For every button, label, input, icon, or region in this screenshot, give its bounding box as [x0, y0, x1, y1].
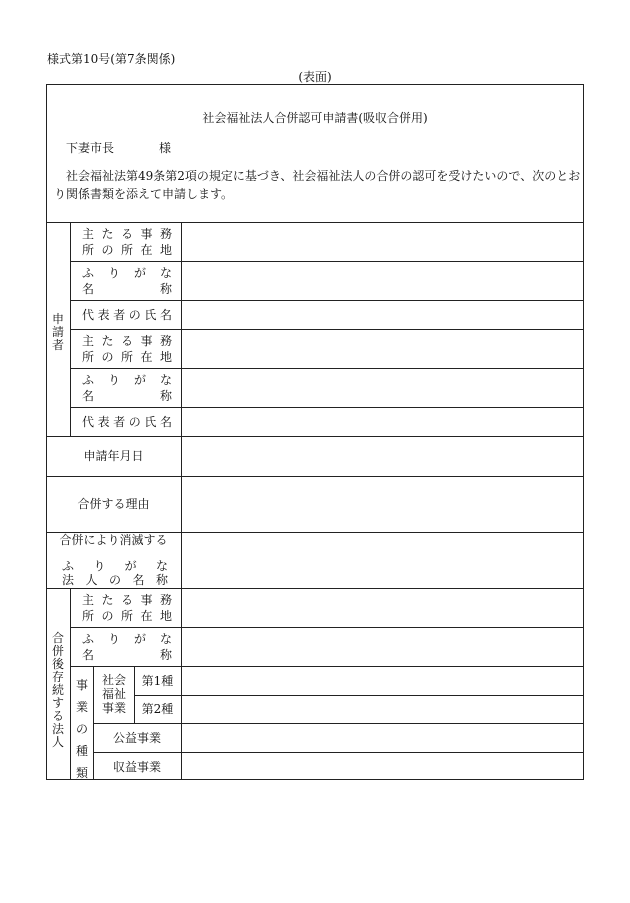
divider — [46, 222, 584, 223]
dissolved-label: 合併により消滅する — [59, 533, 168, 547]
surviving-furigana-label: ふりがな — [82, 632, 172, 646]
surviving-name-label: 名称 — [82, 648, 172, 662]
surviving-office-label-1: 主たる事務 — [82, 593, 172, 607]
applicant-office-label-2: 所の所在地 — [82, 350, 172, 364]
divider — [70, 261, 584, 262]
type2-label: 第2種 — [141, 702, 174, 716]
divider — [70, 588, 71, 780]
surviving-office-label-2: 所の所在地 — [82, 609, 172, 623]
divider — [46, 476, 584, 477]
honorific: 様 — [159, 141, 172, 155]
applicant-rep-label: 代表者の氏名 — [82, 415, 172, 429]
business-types-label: 事業の種類 — [75, 678, 88, 780]
profit-business-label: 収益事業 — [112, 760, 161, 774]
applicant-name-label: 名称 — [82, 389, 172, 403]
surviving-group-label: 合併後存続する法人 — [51, 631, 64, 749]
applicant-office-label-2: 所の所在地 — [82, 243, 172, 257]
social-welfare-label: 社会福祉事業 — [101, 673, 126, 715]
divider — [93, 752, 584, 753]
applicant-office-label-1: 主たる事務 — [82, 227, 172, 241]
divider — [70, 329, 584, 330]
applicant-name-label: 名称 — [82, 282, 172, 296]
applicant-rep-label: 代表者の氏名 — [82, 308, 172, 322]
divider — [46, 588, 584, 589]
form-title: 社会福祉法人合併認可申請書(吸収合併用) — [202, 111, 428, 125]
divider — [93, 723, 584, 724]
intro-text: 社会福祉法第49条第2項の規定に基づき、社会福祉法人の合併の認可を受けたいので、次のとおり関係書類を添えて申請します。 — [54, 169, 581, 201]
applicant-office-label-1: 主たる事務 — [82, 334, 172, 348]
form-number: 様式第10号(第7条関係) — [47, 52, 176, 66]
divider — [46, 436, 584, 437]
divider — [70, 666, 584, 667]
divider — [70, 222, 71, 436]
side-label: (表面) — [298, 70, 332, 84]
application-date-label: 申請年月日 — [83, 449, 144, 463]
divider — [70, 300, 584, 301]
type1-label: 第1種 — [141, 674, 174, 688]
divider — [70, 627, 584, 628]
applicant-furigana-label: ふりがな — [82, 373, 172, 387]
dissolved-furigana-label: ふりがな — [62, 559, 168, 573]
merger-reason-label: 合併する理由 — [77, 497, 150, 511]
divider — [70, 407, 584, 408]
dissolved-name-label: 法人の名称 — [62, 573, 168, 587]
divider — [70, 368, 584, 369]
addressee: 下妻市長 — [66, 141, 115, 155]
public-interest-label: 公益事業 — [112, 731, 161, 745]
divider — [181, 222, 182, 780]
applicant-furigana-label: ふりがな — [82, 266, 172, 280]
divider — [134, 695, 584, 696]
applicant-group-label: 申請者 — [51, 312, 64, 352]
